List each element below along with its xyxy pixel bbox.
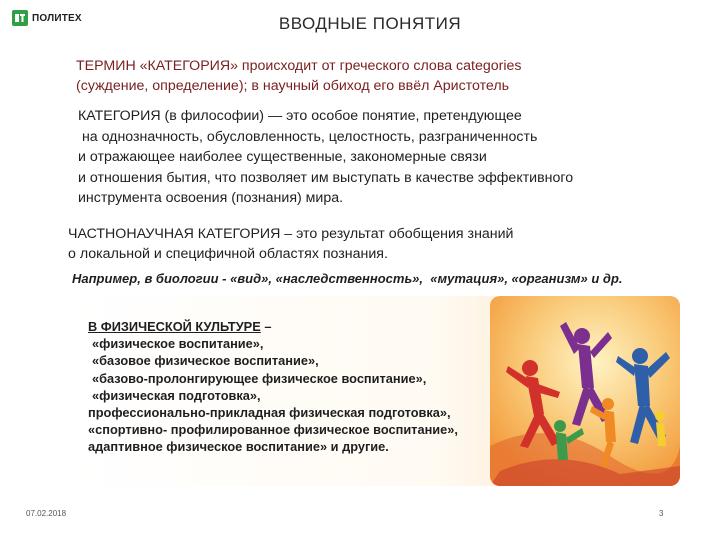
list-item: «базовое физическое воспитание», — [92, 353, 319, 369]
specific-line-2: о локальной и специфичной областях познания. — [68, 246, 388, 262]
panel-heading-text: В ФИЗИЧЕСКОЙ КУЛЬТУРЕ — [88, 319, 261, 334]
footer-date: 07.02.2018 — [26, 509, 67, 518]
philosophy-line-2: на однозначность, обусловленность, целостность, разграниченность — [78, 128, 538, 145]
list-item: профессионально-прикладная физическая подготовка», — [88, 405, 451, 421]
term-origin-paragraph — [76, 56, 636, 96]
term-origin-line-2: (суждение, определение); в научный обиход его ввёл Аристотель — [76, 78, 510, 94]
logo-text: ПОЛИТЕХ — [32, 12, 82, 24]
page-title: ВВОДНЫЕ ПОНЯТИЯ — [278, 14, 462, 33]
philosophy-line-4: и отношения бытия, что позволяет им выступать в качестве эффективного — [78, 169, 574, 186]
philosophy-line-5: инструмента освоения (познания) мира. — [78, 190, 344, 206]
specific-line-1: ЧАСТНОНАУЧНАЯ КАТЕГОРИЯ – это результат обобщения знаний — [68, 226, 514, 242]
panel-heading — [88, 318, 528, 335]
philosophy-definition-paragraph — [78, 106, 698, 209]
list-item: «базово-пролонгирующее физическое воспитание», — [92, 370, 427, 386]
panel-heading-suffix: – — [260, 319, 272, 334]
list-item: «физическое воспитание», — [92, 336, 264, 352]
biology-example: Например, в биологии - «вид», «наследственность», «мутация», «организм» и др. — [72, 271, 623, 286]
physical-culture-list — [88, 318, 528, 456]
term-origin-line-1: ТЕРМИН «КАТЕГОРИЯ» происходит от греческого слова categories — [76, 58, 522, 74]
list-item: адаптивное физическое воспитание» и другие. — [88, 439, 389, 455]
philosophy-line-3: и отражающее наиболее существенные, закономерные связи — [78, 149, 487, 165]
list-item: «спортивно- профилированное физическое воспитание», — [88, 422, 458, 438]
physical-culture-panel — [76, 296, 680, 486]
list-item: «физическая подготовка», — [92, 387, 261, 403]
page-number: 3 — [659, 509, 664, 518]
philosophy-line-1: КАТЕГОРИЯ (в философии) — это особое понятие, претендующее — [78, 108, 522, 124]
specific-category-paragraph — [68, 224, 708, 264]
